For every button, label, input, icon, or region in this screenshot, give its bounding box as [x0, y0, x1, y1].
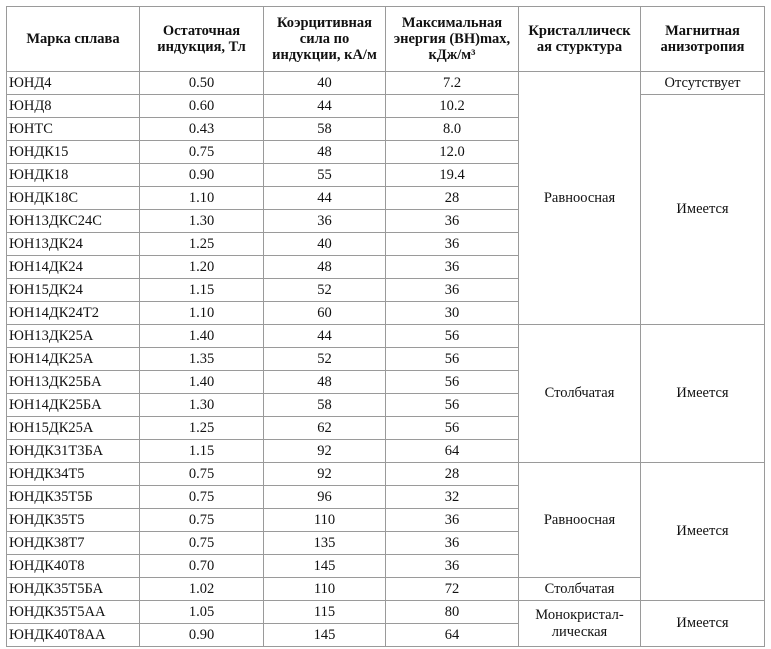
header-line: Магнитная [665, 22, 740, 39]
energy-cell: 64 [386, 440, 519, 463]
header-anisotropy [641, 7, 765, 72]
coercive-cell: 52 [264, 279, 386, 302]
structure-cell-text: Равноосная [543, 511, 616, 528]
coercive-cell: 60 [264, 302, 386, 325]
table-row [7, 325, 765, 348]
header-structure [519, 7, 641, 72]
coercive-cell: 110 [264, 578, 386, 601]
grade-cell: ЮН13ДК25А [7, 325, 140, 348]
energy-cell: 36 [386, 532, 519, 555]
induction-cell: 1.05 [140, 601, 264, 624]
induction-cell: 0.90 [140, 164, 264, 187]
structure-cell-text: Равноосная [543, 189, 616, 206]
grade-cell: ЮНДК40Т8АА [7, 624, 140, 647]
coercive-cell: 62 [264, 417, 386, 440]
induction-cell: 0.75 [140, 141, 264, 164]
anisotropy-cell [641, 72, 765, 95]
table-row [7, 72, 765, 95]
header-energy [386, 7, 519, 72]
alloy-properties-table [6, 6, 765, 647]
energy-cell: 36 [386, 256, 519, 279]
grade-cell: ЮН14ДК24Т2 [7, 302, 140, 325]
header-line: Остаточная [162, 22, 241, 39]
coercive-cell: 44 [264, 95, 386, 118]
header-grade [7, 7, 140, 72]
grade-cell: ЮНДК35Т5 [7, 509, 140, 532]
energy-cell: 56 [386, 371, 519, 394]
induction-cell: 0.43 [140, 118, 264, 141]
coercive-cell: 52 [264, 348, 386, 371]
coercive-cell: 110 [264, 509, 386, 532]
coercive-cell: 44 [264, 325, 386, 348]
table-body [7, 72, 765, 647]
induction-cell: 1.15 [140, 440, 264, 463]
table-row [7, 463, 765, 486]
coercive-cell: 48 [264, 256, 386, 279]
grade-cell: ЮНТС [7, 118, 140, 141]
header-line: сила по [299, 30, 350, 47]
energy-cell: 30 [386, 302, 519, 325]
structure-cell [519, 463, 641, 578]
grade-cell: ЮНДК34Т5 [7, 463, 140, 486]
structure-cell [519, 578, 641, 601]
induction-cell: 1.25 [140, 417, 264, 440]
coercive-cell: 96 [264, 486, 386, 509]
structure-cell [519, 325, 641, 463]
energy-cell: 7.2 [386, 72, 519, 95]
grade-cell: ЮНДК40Т8 [7, 555, 140, 578]
anisotropy-cell-text: Имеется [676, 523, 729, 540]
induction-cell: 1.30 [140, 210, 264, 233]
coercive-cell: 55 [264, 164, 386, 187]
induction-cell: 1.15 [140, 279, 264, 302]
induction-cell: 1.02 [140, 578, 264, 601]
energy-cell: 80 [386, 601, 519, 624]
header-row [7, 7, 765, 72]
header-line: индукция, Тл [157, 39, 246, 55]
structure-cell [519, 601, 641, 647]
grade-cell: ЮНД4 [7, 72, 140, 95]
induction-cell: 0.50 [140, 72, 264, 95]
header-line: Кристаллическ [528, 22, 631, 39]
header-line: Марка сплава [26, 30, 120, 47]
induction-cell: 1.40 [140, 325, 264, 348]
energy-cell: 72 [386, 578, 519, 601]
energy-cell: 36 [386, 555, 519, 578]
anisotropy-cell [641, 601, 765, 647]
induction-cell: 0.75 [140, 532, 264, 555]
coercive-cell: 40 [264, 72, 386, 95]
grade-cell: ЮН14ДК24 [7, 256, 140, 279]
anisotropy-cell [641, 325, 765, 463]
coercive-cell: 40 [264, 233, 386, 256]
header-line: Коэрцитивная [276, 14, 372, 31]
structure-cell-text: Столбчатая [544, 385, 615, 402]
coercive-cell: 92 [264, 440, 386, 463]
header-line: кДж/м³ [428, 47, 476, 64]
energy-cell: 56 [386, 348, 519, 371]
anisotropy-cell-text: Имеется [676, 615, 729, 632]
coercive-cell: 44 [264, 187, 386, 210]
grade-cell: ЮН14ДК25БА [7, 394, 140, 417]
coercive-cell: 115 [264, 601, 386, 624]
induction-cell: 0.90 [140, 624, 264, 647]
grade-cell: ЮНДК15 [7, 141, 140, 164]
grade-cell: ЮНДК18С [7, 187, 140, 210]
coercive-cell: 48 [264, 141, 386, 164]
anisotropy-cell-text: Отсутствует [664, 74, 741, 91]
energy-cell: 10.2 [386, 95, 519, 118]
energy-cell: 64 [386, 624, 519, 647]
header-line: энергия (BH)max, [393, 30, 511, 47]
coercive-cell: 145 [264, 624, 386, 647]
header-line: Максимальная [401, 14, 503, 31]
header-line: индукции, кА/м [272, 47, 377, 64]
energy-cell: 28 [386, 463, 519, 486]
anisotropy-cell [641, 95, 765, 325]
anisotropy-cell-text: Имеется [676, 385, 729, 402]
grade-cell: ЮНДК35Т5БА [7, 578, 140, 601]
energy-cell: 56 [386, 325, 519, 348]
table-header [7, 7, 765, 72]
grade-cell: ЮНДК35Т5Б [7, 486, 140, 509]
header-induction [140, 7, 264, 72]
structure-cell [519, 72, 641, 325]
induction-cell: 0.75 [140, 486, 264, 509]
induction-cell: 1.10 [140, 187, 264, 210]
energy-cell: 8.0 [386, 118, 519, 141]
coercive-cell: 135 [264, 532, 386, 555]
header-coercive [264, 7, 386, 72]
grade-cell: ЮН13ДК25БА [7, 371, 140, 394]
induction-cell: 1.20 [140, 256, 264, 279]
grade-cell: ЮН15ДК24 [7, 279, 140, 302]
induction-cell: 0.60 [140, 95, 264, 118]
coercive-cell: 92 [264, 463, 386, 486]
energy-cell: 32 [386, 486, 519, 509]
energy-cell: 36 [386, 509, 519, 532]
energy-cell: 12.0 [386, 141, 519, 164]
energy-cell: 56 [386, 417, 519, 440]
table-row [7, 95, 765, 118]
energy-cell: 56 [386, 394, 519, 417]
grade-cell: ЮНДК38Т7 [7, 532, 140, 555]
header-line: анизотропия [660, 39, 745, 55]
energy-cell: 36 [386, 210, 519, 233]
grade-cell: ЮНДК18 [7, 164, 140, 187]
header-line: ая стурктура [536, 39, 623, 55]
grade-cell: ЮНД8 [7, 95, 140, 118]
induction-cell: 1.10 [140, 302, 264, 325]
structure-cell-text: лическая [551, 623, 608, 640]
grade-cell: ЮНДК31Т3БА [7, 440, 140, 463]
structure-cell-text: Монокристал- [535, 607, 624, 624]
coercive-cell: 58 [264, 118, 386, 141]
induction-cell: 0.75 [140, 509, 264, 532]
table-row [7, 601, 765, 624]
structure-cell-text: Столбчатая [544, 580, 615, 597]
induction-cell: 1.30 [140, 394, 264, 417]
induction-cell: 1.40 [140, 371, 264, 394]
energy-cell: 28 [386, 187, 519, 210]
induction-cell: 1.25 [140, 233, 264, 256]
energy-cell: 36 [386, 279, 519, 302]
induction-cell: 0.70 [140, 555, 264, 578]
coercive-cell: 48 [264, 371, 386, 394]
coercive-cell: 58 [264, 394, 386, 417]
grade-cell: ЮН14ДК25А [7, 348, 140, 371]
coercive-cell: 145 [264, 555, 386, 578]
grade-cell: ЮНДК35Т5АА [7, 601, 140, 624]
grade-cell: ЮН13ДКС24С [7, 210, 140, 233]
anisotropy-cell-text: Имеется [676, 201, 729, 218]
grade-cell: ЮН13ДК24 [7, 233, 140, 256]
energy-cell: 19.4 [386, 164, 519, 187]
induction-cell: 0.75 [140, 463, 264, 486]
energy-cell: 36 [386, 233, 519, 256]
anisotropy-cell [641, 463, 765, 601]
coercive-cell: 36 [264, 210, 386, 233]
induction-cell: 1.35 [140, 348, 264, 371]
grade-cell: ЮН15ДК25А [7, 417, 140, 440]
